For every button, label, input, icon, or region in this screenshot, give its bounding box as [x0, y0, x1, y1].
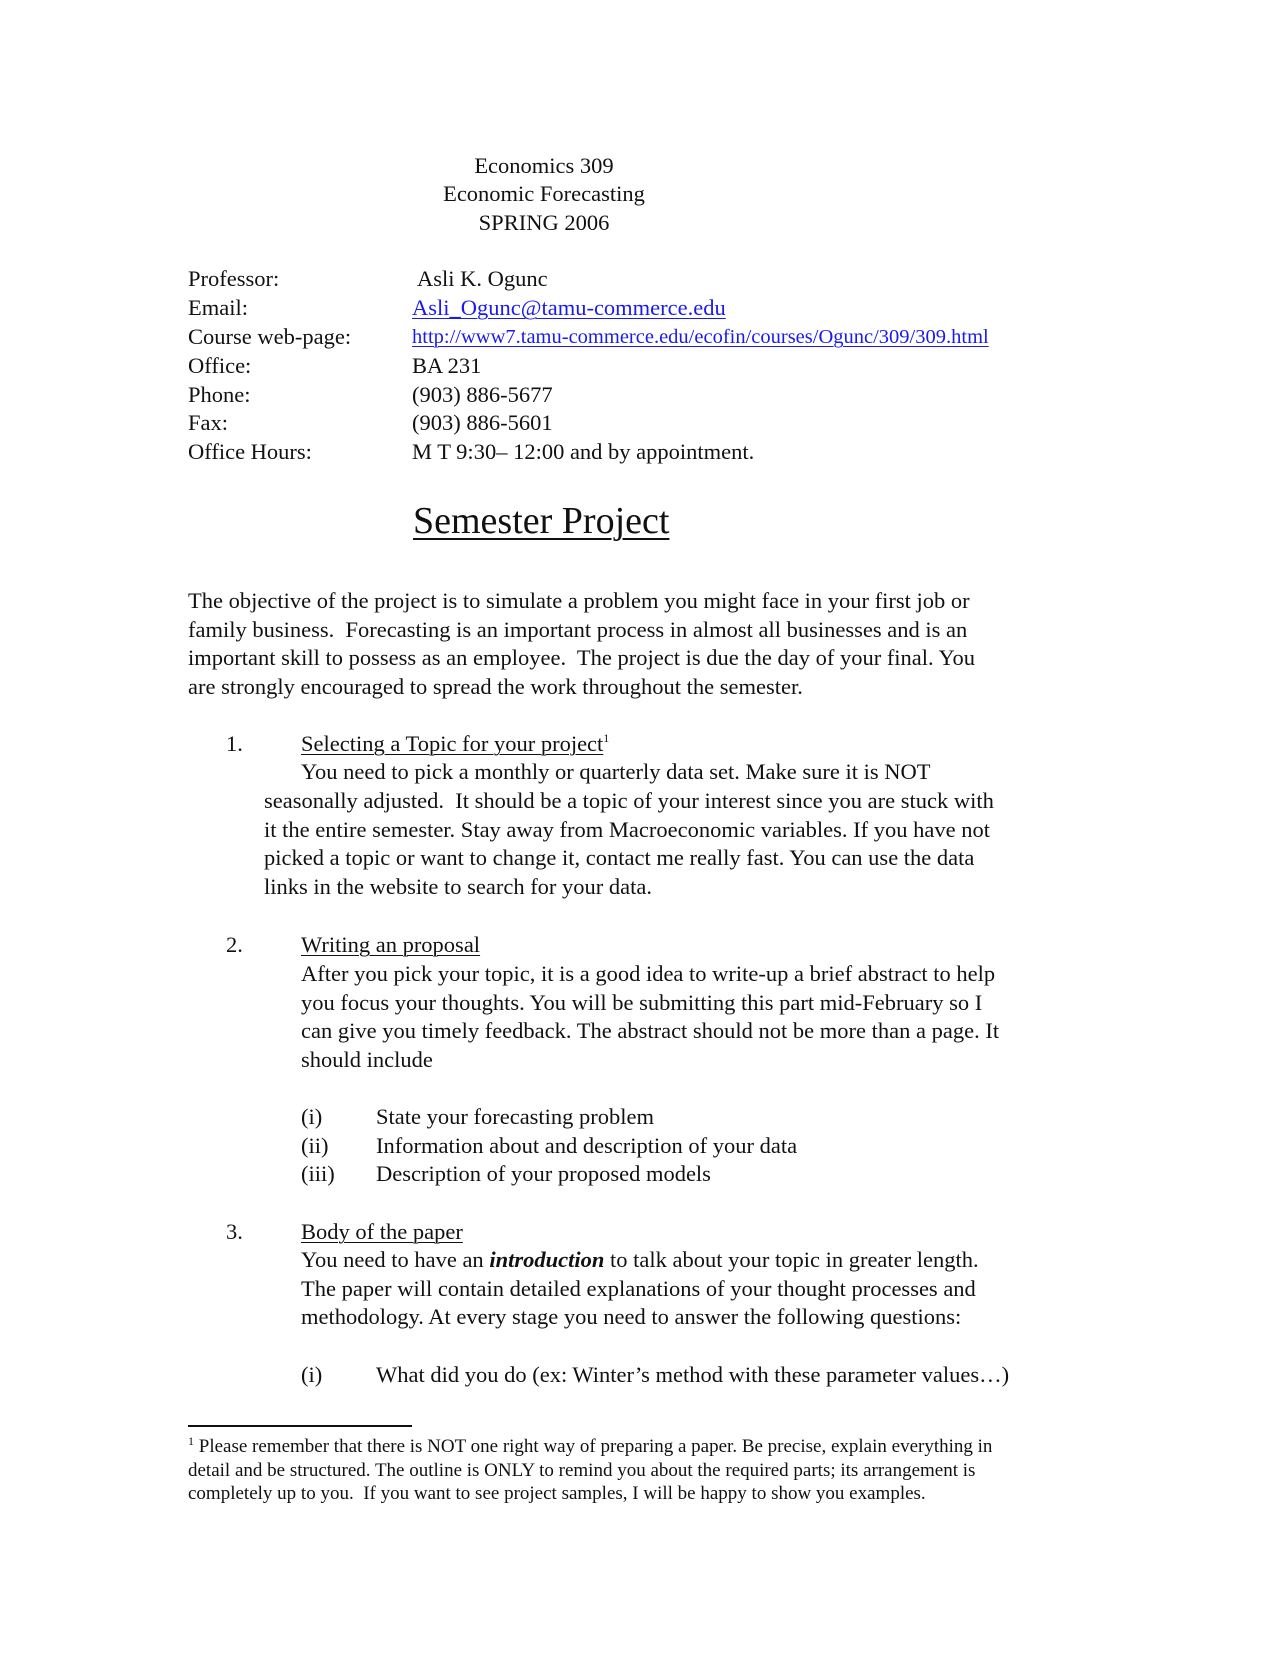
info-label-fax: Fax:: [188, 410, 229, 435]
subitem-text: State your forecasting problem: [376, 1104, 655, 1129]
item-line: seasonally adjusted. It should be a topic of your interest since you are stuck with: [264, 788, 994, 813]
item-line: can give you timely feedback. The abstract should not be more than a page. It: [301, 1018, 1000, 1043]
info-label-phone: Phone:: [188, 382, 251, 407]
item-number: 1.: [226, 731, 243, 756]
info-label-office: Office:: [188, 353, 252, 378]
subitem-marker: (iii): [301, 1161, 335, 1186]
email-link[interactable]: Asli_Ogunc@tamu-commerce.edu: [412, 295, 726, 320]
footnote-text: Please remember that there is NOT one right way of preparing a paper. Be precise, explain everything in: [194, 1436, 993, 1457]
intro-line: family business. Forecasting is an important process in almost all businesses and is an: [188, 617, 968, 642]
info-value-professor: Asli K. Ogunc: [417, 266, 548, 291]
footnote-separator: [188, 1425, 412, 1427]
item-line: You need to pick a monthly or quarterly data set. Make sure it is NOT: [301, 759, 931, 784]
footnote-marker: 1: [188, 1434, 194, 1448]
course-webpage-link[interactable]: http://www7.tamu-commerce.edu/ecofin/courses/Ogunc/309/309.html: [412, 326, 989, 348]
subitem-marker: (i): [301, 1362, 323, 1387]
item-line: picked a topic or want to change it, contact me really fast. You can use the data: [264, 845, 975, 870]
item-line: After you pick your topic, it is a good idea to write-up a brief abstract to help: [301, 961, 996, 986]
item-line: you focus your thoughts. You will be submitting this part mid-February so I: [301, 990, 983, 1015]
subitem-text: What did you do (ex: Winter’s method with these parameter values…): [376, 1362, 1010, 1387]
subitem-marker: (i): [301, 1104, 323, 1129]
emphasis-introduction: introduction: [489, 1247, 605, 1272]
footnote-ref[interactable]: 1: [603, 731, 610, 745]
info-label-office-hours: Office Hours:: [188, 439, 312, 464]
subitem-marker: (ii): [301, 1133, 329, 1158]
course-title: Economic Forecasting: [443, 181, 645, 206]
item-line: links in the website to search for your data.: [264, 874, 653, 899]
subitem-text: Information about and description of your data: [376, 1133, 798, 1158]
footnote-line: completely up to you. If you want to see project samples, I will be happy to show you examples.: [188, 1483, 926, 1504]
item-number: 2.: [226, 932, 243, 957]
item-line-pre: You need to have an: [301, 1247, 490, 1272]
intro-line: The objective of the project is to simulate a problem you might face in your first job or: [188, 588, 970, 613]
item-line: it the entire semester. Stay away from Macroeconomic variables. If you have not: [264, 817, 990, 842]
item-heading-text: Selecting a Topic for your project: [301, 731, 604, 756]
item-heading: Body of the paper: [301, 1219, 463, 1244]
item-number: 3.: [226, 1219, 243, 1244]
info-label-email: Email:: [188, 295, 248, 320]
course-number: Economics 309: [474, 153, 614, 178]
intro-line: are strongly encouraged to spread the work throughout the semester.: [188, 674, 803, 699]
item-line: should include: [301, 1047, 433, 1072]
info-value-office: BA 231: [412, 353, 482, 378]
info-value-phone: (903) 886-5677: [412, 382, 553, 407]
course-term: SPRING 2006: [478, 210, 610, 235]
footnote-line: detail and be structured. The outline is ONLY to remind you about the required parts; its arrangement is: [188, 1460, 976, 1481]
intro-line: important skill to possess as an employee. The project is due the day of your final. You: [188, 645, 975, 670]
info-value-office-hours: M T 9:30– 12:00 and by appointment.: [412, 439, 755, 464]
item-line: [301, 1246, 979, 1274]
item-line: The paper will contain detailed explanations of your thought processes and: [301, 1276, 976, 1301]
info-label-webpage: Course web-page:: [188, 324, 352, 349]
info-value-fax: (903) 886-5601: [412, 410, 553, 435]
footnote-line: [188, 1435, 992, 1459]
item-line-post: to talk about your topic in greater length.: [604, 1247, 979, 1272]
item-heading: [301, 730, 609, 758]
item-heading: Writing an proposal: [301, 932, 481, 957]
subitem-text: Description of your proposed models: [376, 1161, 711, 1186]
section-title: Semester Project: [413, 500, 670, 542]
item-line: methodology. At every stage you need to answer the following questions:: [301, 1304, 962, 1329]
info-label-professor: Professor:: [188, 266, 280, 291]
